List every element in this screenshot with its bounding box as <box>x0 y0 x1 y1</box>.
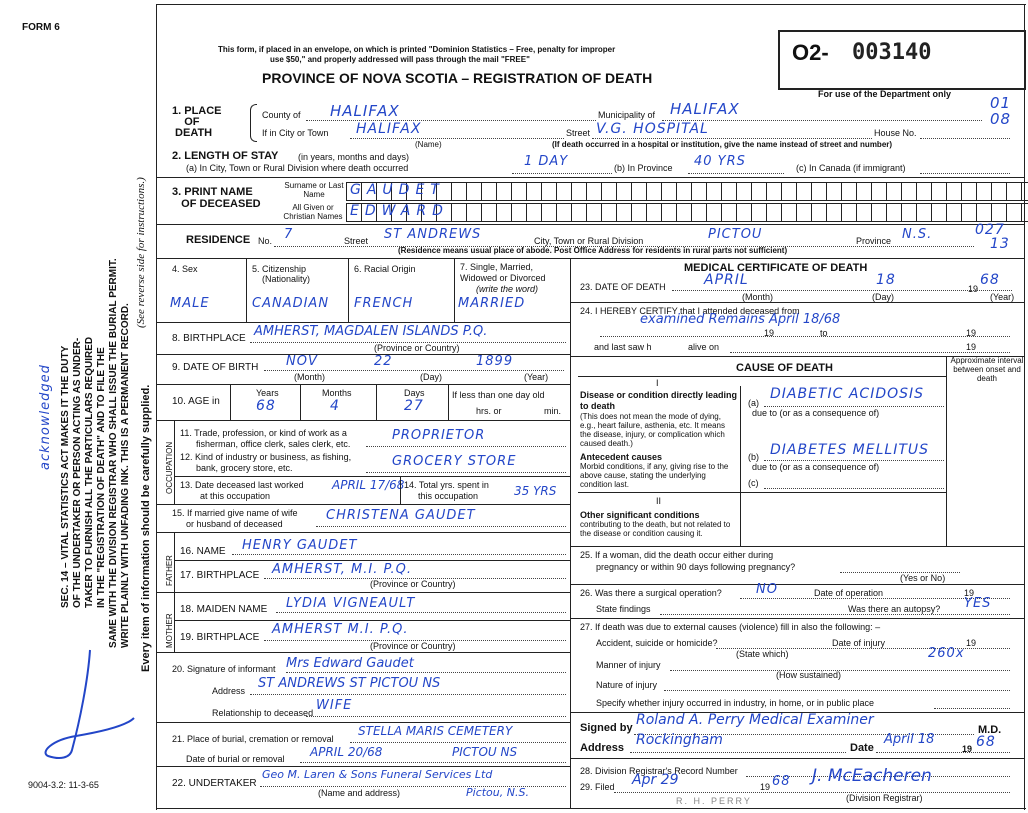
county-label: County of <box>262 110 301 120</box>
informant-address-label: Address <box>212 686 246 696</box>
antecedent-label: Antecedent causes <box>580 452 663 462</box>
side-text-2: OF THE UNDERTAKER OR PERSON ACTING AS UNDER- <box>72 337 83 608</box>
marital-label: 7. Single, Married, Widowed or Divorced <box>460 262 546 283</box>
mother-side-label: MOTHER <box>165 613 174 648</box>
father-birth-caption: (Province or Country) <box>370 579 456 589</box>
father-side-label: FATHER <box>165 555 174 586</box>
cause-a-mark: (a) <box>748 398 759 408</box>
certify-label: 24. I HEREBY CERTIFY that I attended deceased from <box>580 306 800 316</box>
residence-street: ST ANDREWS <box>384 227 482 242</box>
residence-code-1: 027 <box>975 222 1005 238</box>
left-border <box>156 4 157 810</box>
alive-year: 19 <box>966 342 977 352</box>
side-text-5: SAME WITH THE DIVISION REGISTRAR WHO SHALL ISSUE THE BURIAL PERMIT. <box>108 258 119 648</box>
place-brace <box>250 104 257 142</box>
certify-value: examined Remains April 18/68 <box>640 312 841 327</box>
registrar-signature: J. McEacheren <box>812 766 932 786</box>
birthplace-value: AMHERST, MAGDALEN ISLANDS P.Q. <box>254 324 488 339</box>
medical-title: MEDICAL CERTIFICATE OF DEATH <box>684 262 868 274</box>
age-label: 10. AGE in <box>172 396 220 407</box>
dept-code-1: 01 <box>990 94 1012 112</box>
dob-day: 22 <box>374 354 393 369</box>
cause-title: CAUSE OF DEATH <box>736 362 833 374</box>
injury-year: 19 <box>966 638 977 648</box>
business-sub: bank, grocery store, etc. <box>196 463 293 473</box>
roman-one: I <box>656 378 659 388</box>
dept-use-label: For use of the Department only <box>818 89 952 99</box>
dod-label: 23. DATE OF DEATH <box>580 282 666 292</box>
dept-code-2: 08 <box>990 110 1012 128</box>
undertaker-caption: (Name and address) <box>318 788 401 798</box>
mother-name-label: 18. MAIDEN NAME <box>180 604 268 615</box>
autopsy-value: YES <box>964 596 992 611</box>
signed-label: Signed by <box>580 722 633 734</box>
mother-birth-caption: (Province or Country) <box>370 641 456 651</box>
residence-label: RESIDENCE <box>186 234 251 246</box>
wife-label: 15. If married give name of wife <box>172 508 298 518</box>
business-value: GROCERY STORE <box>392 454 517 469</box>
disease-label: Disease or condition directly leading to death <box>580 390 738 411</box>
surname-value: GAUDET <box>350 182 445 198</box>
age-days: 27 <box>404 398 424 414</box>
sex-value: MALE <box>170 296 210 311</box>
cause-a-value: DIABETIC ACIDOSIS <box>770 386 925 402</box>
alive-on-label: alive on <box>688 342 720 352</box>
hrs-label: hrs. or <box>476 406 502 416</box>
autopsy-label: Was there an autopsy? <box>848 604 941 614</box>
form-label: FORM 6 <box>22 22 60 33</box>
print-name-label: 3. PRINT NAME OF DECEASED <box>172 186 261 210</box>
med-date: April 18 <box>884 732 935 747</box>
side-text-7: (See reverse side for instructions.) <box>135 177 147 328</box>
city-label: If in City or Town <box>262 128 329 138</box>
burial-location: PICTOU NS <box>452 745 518 759</box>
min-label: min. <box>544 406 562 416</box>
med-year-prefix: 19 <box>962 744 973 754</box>
side-text-6: WRITE PLAINLY WITH UNFADING INK. THIS IS A PERMANENT RECORD. <box>120 303 131 648</box>
trade-value: PROPRIETOR <box>392 428 486 443</box>
top-border <box>156 4 1026 5</box>
residence-code-2: 13 <box>990 236 1010 252</box>
birthplace-caption: (Province or Country) <box>374 343 460 353</box>
filed-value: Apr 29 <box>632 772 679 788</box>
side-text-8: Every item of information should be carefully supplied. <box>140 384 152 672</box>
residence-no: 7 <box>284 227 294 242</box>
accident-label: Accident, suicide or homicide? <box>596 638 718 648</box>
racial-label: 6. Racial Origin <box>354 264 416 274</box>
birthplace-label: 8. BIRTHPLACE <box>172 333 246 344</box>
other-label: Other significant conditions <box>580 510 700 520</box>
age-months: 4 <box>330 398 340 414</box>
filed-year: 68 <box>772 774 791 789</box>
racial-value: FRENCH <box>354 296 414 311</box>
street-label: Street <box>566 128 591 138</box>
interval-label: Approximate interval between onset and death <box>950 356 1024 383</box>
father-birth-label: 17. BIRTHPLACE <box>180 570 260 581</box>
citizenship-label: 5. Citizenship <box>252 264 307 274</box>
antecedent-note: Morbid conditions, if any, giving rise to the above cause, stating the underlying condition last. <box>580 462 729 489</box>
registrar-caption: (Division Registrar) <box>846 793 923 803</box>
woman-sub: pregnancy or within 90 days following pregnancy? <box>596 562 796 572</box>
residence-province-label: Province <box>856 236 892 246</box>
relation-label: Relationship to deceased <box>212 708 314 718</box>
record-number-label: 28. Division Registrar's Record Number <box>580 766 738 776</box>
burial-place-label: 21. Place of burial, cremation or removal <box>172 734 334 744</box>
trade-sub: fisherman, office clerk, sales clerk, etc. <box>196 439 351 449</box>
dod-year-prefix: 19 <box>968 284 979 294</box>
last-saw-label: and last saw h <box>594 342 652 352</box>
marital-sub: (write the word) <box>476 284 539 294</box>
due-to-b: due to (or as a consequence of) <box>752 462 880 472</box>
marital-value: MARRIED <box>458 296 526 311</box>
municipality-label: Municipality of <box>598 110 656 120</box>
med-year: 68 <box>976 734 996 750</box>
age-years-label: Years <box>256 388 279 398</box>
side-signature-mark <box>30 640 140 770</box>
injury-date-label: Date of injury <box>832 638 886 648</box>
mother-name: LYDIA VIGNEAULT <box>286 596 416 611</box>
op-year: 19 <box>964 588 975 598</box>
county-value: HALIFAX <box>330 102 400 120</box>
sex-label: 4. Sex <box>172 264 198 274</box>
residence-province: N.S. <box>902 227 933 242</box>
external-label: 27. If death was due to external causes (violence) fill in also the following: – <box>580 622 881 632</box>
total-label: 14. Total yrs. spent in <box>404 480 489 490</box>
dod-month: APRIL <box>704 272 749 288</box>
dob-year-caption: (Year) <box>524 372 549 382</box>
given-value: EDWARD <box>350 203 449 219</box>
registration-number: 003140 <box>852 40 932 65</box>
state-which-caption: (State which) <box>736 649 789 659</box>
father-birth: AMHERST, M.I. P.Q. <box>272 562 413 577</box>
med-date-label: Date <box>850 742 874 754</box>
sustained-caption: (How sustained) <box>776 670 842 680</box>
dod-month-caption: (Month) <box>742 292 774 302</box>
code-mark: 260x <box>928 646 965 661</box>
total-value: 35 YRS <box>514 484 557 498</box>
md-label: M.D. <box>978 724 1002 736</box>
due-to-a: due to (or as a consequence of) <box>752 408 880 418</box>
municipality-value: HALIFAX <box>670 100 740 118</box>
dob-label: 9. DATE OF BIRTH <box>172 362 259 373</box>
business-label: 12. Kind of industry or business, as fishing, <box>180 452 352 462</box>
dob-month: NOV <box>286 354 318 369</box>
stay-a-value: 1 DAY <box>524 154 569 169</box>
registrar-stamp: R. H. PERRY <box>676 796 752 806</box>
undertaker-value-2: Pictou, N.S. <box>466 786 529 799</box>
occupation-side-label: OCCUPATION <box>165 441 174 494</box>
dod-year-caption: (Year) <box>990 292 1015 302</box>
total-sub: this occupation <box>418 491 479 501</box>
dod-year: 68 <box>980 272 1000 288</box>
residence-city-label: City, Town or Rural Division <box>534 236 644 246</box>
med-address: Rockingham <box>636 732 723 748</box>
stay-label: 2. LENGTH OF STAY <box>172 150 279 162</box>
mother-birth: AMHERST M.I. P.Q. <box>272 622 409 637</box>
side-text-1: SEC. 14 – VITAL STATISTICS ACT MAKES IT THE DUTY <box>60 345 71 608</box>
form-title: PROVINCE OF NOVA SCOTIA – REGISTRATION OF DEATH <box>262 70 653 86</box>
stay-b-value: 40 YRS <box>694 154 746 169</box>
dod-day-caption: (Day) <box>872 292 894 302</box>
side-text-4: IN THE "REGISTRATION OF DEATH" AND TO FILE THE <box>96 347 107 608</box>
mother-birth-label: 19. BIRTHPLACE <box>180 632 260 643</box>
cause-b-value: DIABETES MELLITUS <box>770 442 930 458</box>
street-value: V.G. HOSPITAL <box>596 121 709 137</box>
dob-year: 1899 <box>476 354 514 369</box>
last-worked-value: APRIL 17/68 <box>332 478 405 492</box>
signed-value: Roland A. Perry Medical Examiner <box>636 712 874 728</box>
name-caption: (Name) <box>415 140 442 149</box>
house-label: House No. <box>874 128 917 138</box>
right-border <box>1024 4 1025 810</box>
wife-value: CHRISTENA GAUDET <box>326 508 476 523</box>
findings-label: State findings <box>596 604 651 614</box>
stay-desc: (in years, months and days) <box>298 152 410 162</box>
cause-b-mark: (b) <box>748 452 759 462</box>
place-of-death-label: 1. PLACE OF DEATH <box>172 105 222 139</box>
age-years: 68 <box>256 398 276 414</box>
roman-two: II <box>656 496 662 506</box>
citizenship-value: CANADIAN <box>252 296 330 311</box>
side-stamp: acknowledged <box>38 364 53 470</box>
citizenship-sub: (Nationality) <box>262 274 311 284</box>
dod-day: 18 <box>876 272 896 288</box>
op-date-label: Date of operation <box>814 588 884 598</box>
informant-address: ST ANDREWS ST PICTOU NS <box>258 676 441 691</box>
certify-year-2: 19 <box>966 328 977 338</box>
nature-label: Nature of injury <box>596 680 658 690</box>
burial-date: APRIL 20/68 <box>310 745 383 759</box>
cause-c-mark: (c) <box>748 478 759 488</box>
father-name-label: 16. NAME <box>180 546 226 557</box>
last-worked-sub: at this occupation <box>200 491 271 501</box>
age-days-label: Days <box>404 388 425 398</box>
stay-c-label: (c) In Canada (if immigrant) <box>796 163 906 173</box>
manner-label: Manner of injury <box>596 660 661 670</box>
form-number: 9004-3.2: 11-3-65 <box>28 780 99 790</box>
hospital-note: (If death occurred in a hospital or institution, give the name instead of street and number) <box>552 140 893 149</box>
other-note: contributing to the death, but not related to the disease or condition causing it. <box>580 520 731 538</box>
informant-signature: Mrs Edward Gaudet <box>286 656 414 671</box>
surname-boxes <box>346 182 1028 201</box>
wife-sub: or husband of deceased <box>186 519 283 529</box>
trade-label: 11. Trade, profession, or kind of work as a <box>180 428 347 438</box>
residence-street-label: Street <box>344 236 369 246</box>
stay-a-label: (a) In City, Town or Rural Division where death occurred <box>186 163 409 173</box>
residence-city: PICTOU <box>708 227 763 242</box>
undertaker-value: Geo M. Laren & Sons Funeral Services Ltd <box>262 768 493 781</box>
yes-no-caption: (Yes or No) <box>900 573 946 583</box>
side-text-3: TAKER TO FURNISH ALL THE PARTICULARS REQUIRED <box>84 336 95 608</box>
age-months-label: Months <box>322 388 352 398</box>
surgery-label: 26. Was there a surgical operation? <box>580 588 722 598</box>
registration-prefix: O2- <box>792 40 829 65</box>
given-label: All Given or Christian Names <box>283 203 343 221</box>
surgery-value: NO <box>756 582 778 597</box>
specify-label: Specify whether injury occurred in industry, in home, or in public place <box>596 698 874 708</box>
bottom-border <box>156 808 1026 809</box>
dob-month-caption: (Month) <box>294 372 326 382</box>
residence-no-label: No. <box>258 236 273 246</box>
residence-note: (Residence means usual place of abode. Post Office Address for residents in rural parts not sufficient) <box>398 246 788 255</box>
dob-day-caption: (Day) <box>420 372 442 382</box>
informant-sig-label: 20. Signature of informant <box>172 664 276 674</box>
certify-to-label: to <box>820 328 828 338</box>
stay-b-label: (b) In Province <box>614 163 673 173</box>
last-worked-label: 13. Date deceased last worked <box>180 480 304 490</box>
relation-value: WIFE <box>316 698 353 713</box>
under-day-label: If less than one day old <box>452 390 545 400</box>
certify-year-1: 19 <box>764 328 775 338</box>
undertaker-label: 22. UNDERTAKER <box>172 778 257 789</box>
woman-label: 25. If a woman, did the death occur either during <box>580 550 774 560</box>
disease-note: (This does not mean the mode of dying, e.g., heart failure, asthenia, etc. It means the disease, injury, or complication which caused death.) <box>580 412 725 448</box>
med-address-label: Address <box>580 742 625 754</box>
father-name: HENRY GAUDET <box>242 538 358 553</box>
surname-label: Surname or Last Name <box>284 181 344 199</box>
burial-place: STELLA MARIS CEMETERY <box>358 724 513 738</box>
notice-line-2: use $50," and properly addressed will pass through the mail "FREE" <box>270 55 530 64</box>
filed-year-prefix: 19 <box>760 782 771 792</box>
burial-date-label: Date of burial or removal <box>186 754 285 764</box>
notice-line-1: This form, if placed in an envelope, on which is printed "Dominion Statistics – Free, penalty for improper <box>218 45 616 54</box>
city-value: HALIFAX <box>356 121 422 137</box>
filed-label: 29. Filed <box>580 782 615 792</box>
